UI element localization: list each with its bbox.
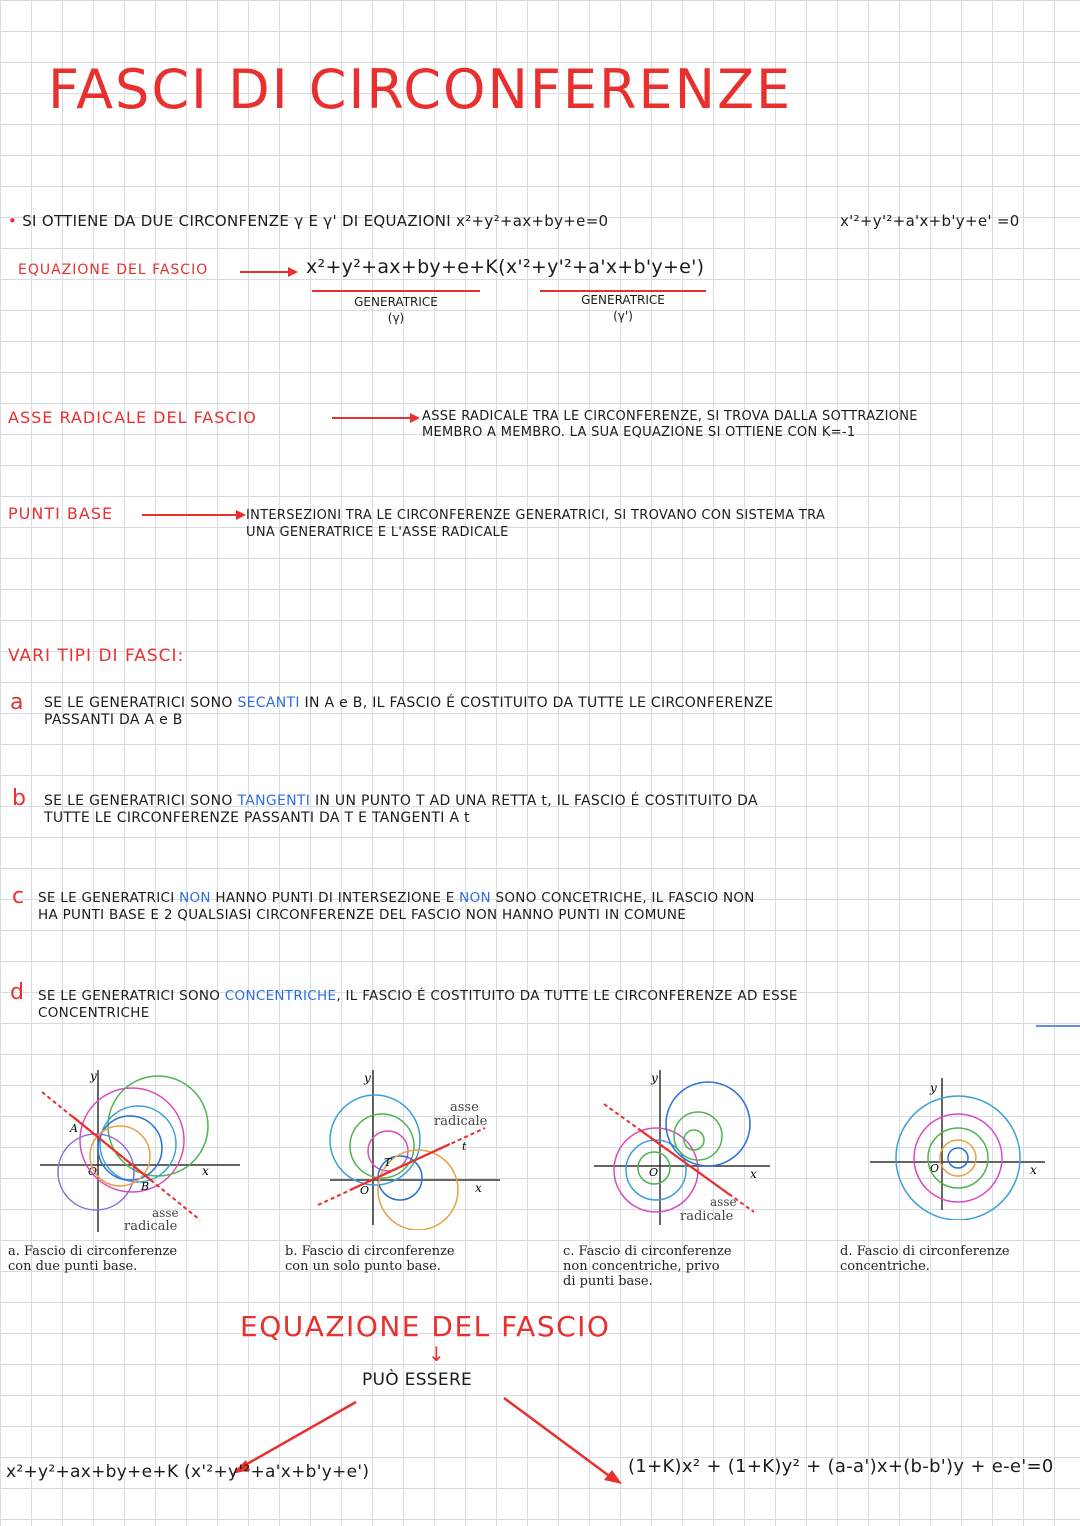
asse-radicale-desc	[422, 409, 918, 441]
tipo-a-line2: PASSANTI DA A e B	[44, 712, 183, 728]
circle	[350, 1114, 414, 1178]
down-arrow: ↓	[428, 1342, 445, 1366]
radicale-label: radicale	[124, 1219, 178, 1234]
tangent-line-solid	[350, 1144, 450, 1190]
caption-d-1: d. Fascio di circonferenze	[840, 1244, 1010, 1259]
x-label: x	[750, 1167, 757, 1181]
arrow-head	[410, 413, 420, 423]
circle	[684, 1130, 704, 1150]
caption-c-1: c. Fascio di circonferenze	[563, 1244, 732, 1259]
point-t: T	[384, 1156, 392, 1169]
caption-a-2: con due punti base.	[8, 1259, 138, 1274]
asse-label: asse	[450, 1100, 479, 1115]
generatrice-2	[540, 292, 706, 324]
origin-label: O	[360, 1184, 370, 1197]
right-formula: (1+K)x² + (1+K)y² + (a-a')x+(b-b')y + e-e'=0	[628, 1456, 1054, 1477]
tipo-c-post: SONO CONCETRICHE, IL FASCIO NON	[490, 890, 755, 906]
caption-b-1: b. Fascio di circonferenze	[285, 1244, 455, 1259]
circle	[948, 1148, 968, 1168]
radicale-label: radicale	[434, 1114, 488, 1129]
figure-a	[20, 1060, 260, 1240]
tipo-b-pre: SE LE GENERATRICI SONO	[44, 793, 238, 809]
tipo-a	[44, 695, 773, 729]
bullet: •	[8, 212, 18, 230]
branch-arrows	[0, 1390, 1080, 1500]
tipo-b-post: IN UN PUNTO T AD UNA RETTA t, IL FASCIO É COSTITUITO DA	[310, 793, 758, 809]
puo-essere: PUÒ ESSERE	[362, 1370, 473, 1390]
caption-a	[8, 1244, 177, 1274]
gen2-symbol: (γ')	[613, 309, 633, 323]
gen1-symbol: (γ)	[387, 311, 405, 325]
y-label: y	[930, 1081, 937, 1095]
x-label: x	[475, 1181, 482, 1195]
asse-label: asse	[152, 1206, 179, 1220]
point-b: B	[141, 1180, 150, 1193]
tipo-d-line2: CONCENTRICHE	[38, 1005, 150, 1021]
gen1-label: GENERATRICE	[354, 295, 438, 309]
underline-gen1	[312, 290, 480, 292]
caption-a-1: a. Fascio di circonferenze	[8, 1244, 178, 1259]
origin-label: O	[930, 1162, 940, 1175]
point-a: A	[70, 1122, 78, 1135]
tipo-a-key: SECANTI	[237, 695, 300, 711]
tipo-c	[38, 890, 755, 924]
page-title: FASCI DI CIRCONFERENZE	[48, 58, 793, 121]
right-arrow-line	[504, 1398, 612, 1478]
origin-label: O	[649, 1166, 659, 1179]
punti-line1: INTERSEZIONI TRA LE CIRCONFERENZE GENERATRICI, SI TROVANO CON SISTEMA TRA	[246, 508, 826, 523]
caption-d	[840, 1244, 1010, 1274]
asse-label: asse	[710, 1195, 737, 1209]
figure-b	[300, 1060, 520, 1230]
caption-c	[563, 1244, 732, 1289]
tipo-b-line2: TUTTE LE CIRCONFERENZE PASSANTI DA T E TANGENTI A t	[44, 810, 470, 826]
arrow-line	[332, 417, 412, 419]
asse-line2: MEMBRO A MEMBRO. LA SUA EQUAZIONE SI OTTIENE CON K=-1	[422, 425, 856, 440]
tipo-c-line2: HA PUNTI BASE E 2 QUALSIASI CIRCONFERENZE DEL FASCIO NON HANNO PUNTI IN COMUNE	[38, 907, 687, 923]
circle	[666, 1082, 750, 1166]
tipo-c-pre: SE LE GENERATRICI	[38, 890, 180, 906]
tipo-d	[38, 988, 798, 1022]
y-label: y	[90, 1069, 97, 1083]
t-label: t	[462, 1140, 467, 1153]
x-label: x	[202, 1164, 209, 1178]
tipo-d-post: , IL FASCIO É COSTITUITO DA TUTTE LE CIRCONFERENZE AD ESSE	[336, 988, 798, 1004]
circle	[330, 1095, 420, 1185]
circle	[80, 1088, 184, 1192]
tipo-a-post: IN A e B, IL FASCIO É COSTITUITO DA TUTTE LE CIRCONFERENZE	[299, 695, 774, 711]
caption-c-2: non concentriche, privo	[563, 1259, 720, 1274]
fascio-formula: x²+y²+ax+by+e+K(x'²+y'²+a'x+b'y+e')	[306, 256, 705, 278]
tipi-heading: VARI TIPI DI FASCI:	[8, 646, 185, 666]
arrow-head	[236, 510, 246, 520]
tipo-d-pre: SE LE GENERATRICI SONO	[38, 988, 225, 1004]
circle	[940, 1140, 976, 1176]
intro-text: SI OTTIENE DA DUE CIRCONFENZE γ E γ' DI EQUAZIONI x²+y²+ax+by+e=0	[22, 212, 609, 230]
tipo-b	[44, 793, 758, 827]
letter-c: c	[12, 884, 25, 909]
intro-line	[8, 212, 608, 230]
punti-line2: UNA GENERATRICE E L'ASSE RADICALE	[246, 525, 509, 540]
tipo-d-key: CONCENTRICHE	[224, 988, 337, 1004]
caption-c-3: di punti base.	[563, 1274, 653, 1289]
origin-label: O	[88, 1165, 98, 1178]
y-label: y	[651, 1071, 658, 1085]
figure-c	[590, 1060, 790, 1230]
x-label: x	[1030, 1163, 1037, 1177]
caption-d-2: concentriche.	[840, 1259, 930, 1274]
caption-b-2: con un solo punto base.	[285, 1259, 441, 1274]
asse-line1: ASSE RADICALE TRA LE CIRCONFERENZE, SI TROVA DALLA SOTTRAZIONE	[422, 409, 918, 424]
arrow-head	[288, 267, 298, 277]
tipo-c-key1: NON	[179, 890, 211, 906]
letter-a: a	[10, 690, 24, 715]
letter-b: b	[12, 786, 26, 811]
second-equation: x'²+y'²+a'x+b'y+e' =0	[840, 212, 1020, 230]
caption-b	[285, 1244, 455, 1274]
tipo-c-mid: HANNO PUNTI DI INTERSEZIONE E	[210, 890, 460, 906]
left-formula: x²+y²+ax+by+e+K (x'²+y'²+a'x+b'y+e')	[6, 1462, 370, 1482]
bottom-heading: EQUAZIONE DEL FASCIO	[240, 1310, 611, 1343]
arrow-line	[240, 271, 290, 273]
circle	[98, 1116, 162, 1180]
equazione-fascio-label: EQUAZIONE DEL FASCIO	[18, 262, 209, 278]
radicale-label: radicale	[680, 1209, 734, 1224]
generatrice-1	[312, 294, 480, 326]
asse-radicale-label: ASSE RADICALE DEL FASCIO	[8, 408, 257, 427]
circle	[914, 1114, 1002, 1202]
right-arrow-head	[604, 1470, 622, 1484]
circle	[928, 1128, 988, 1188]
y-label: y	[364, 1071, 371, 1085]
tipo-b-key: TANGENTI	[237, 793, 311, 809]
gen2-label: GENERATRICE	[581, 293, 665, 307]
figure-d	[860, 1070, 1060, 1220]
arrow-line	[142, 514, 238, 516]
punti-base-label: PUNTI BASE	[8, 504, 114, 523]
letter-d: d	[10, 980, 24, 1005]
margin-mark	[1036, 1025, 1080, 1027]
punti-base-desc	[246, 507, 825, 541]
tipo-c-key2: NON	[459, 890, 491, 906]
tipo-a-pre: SE LE GENERATRICI SONO	[44, 695, 238, 711]
left-arrow-line	[240, 1402, 356, 1468]
